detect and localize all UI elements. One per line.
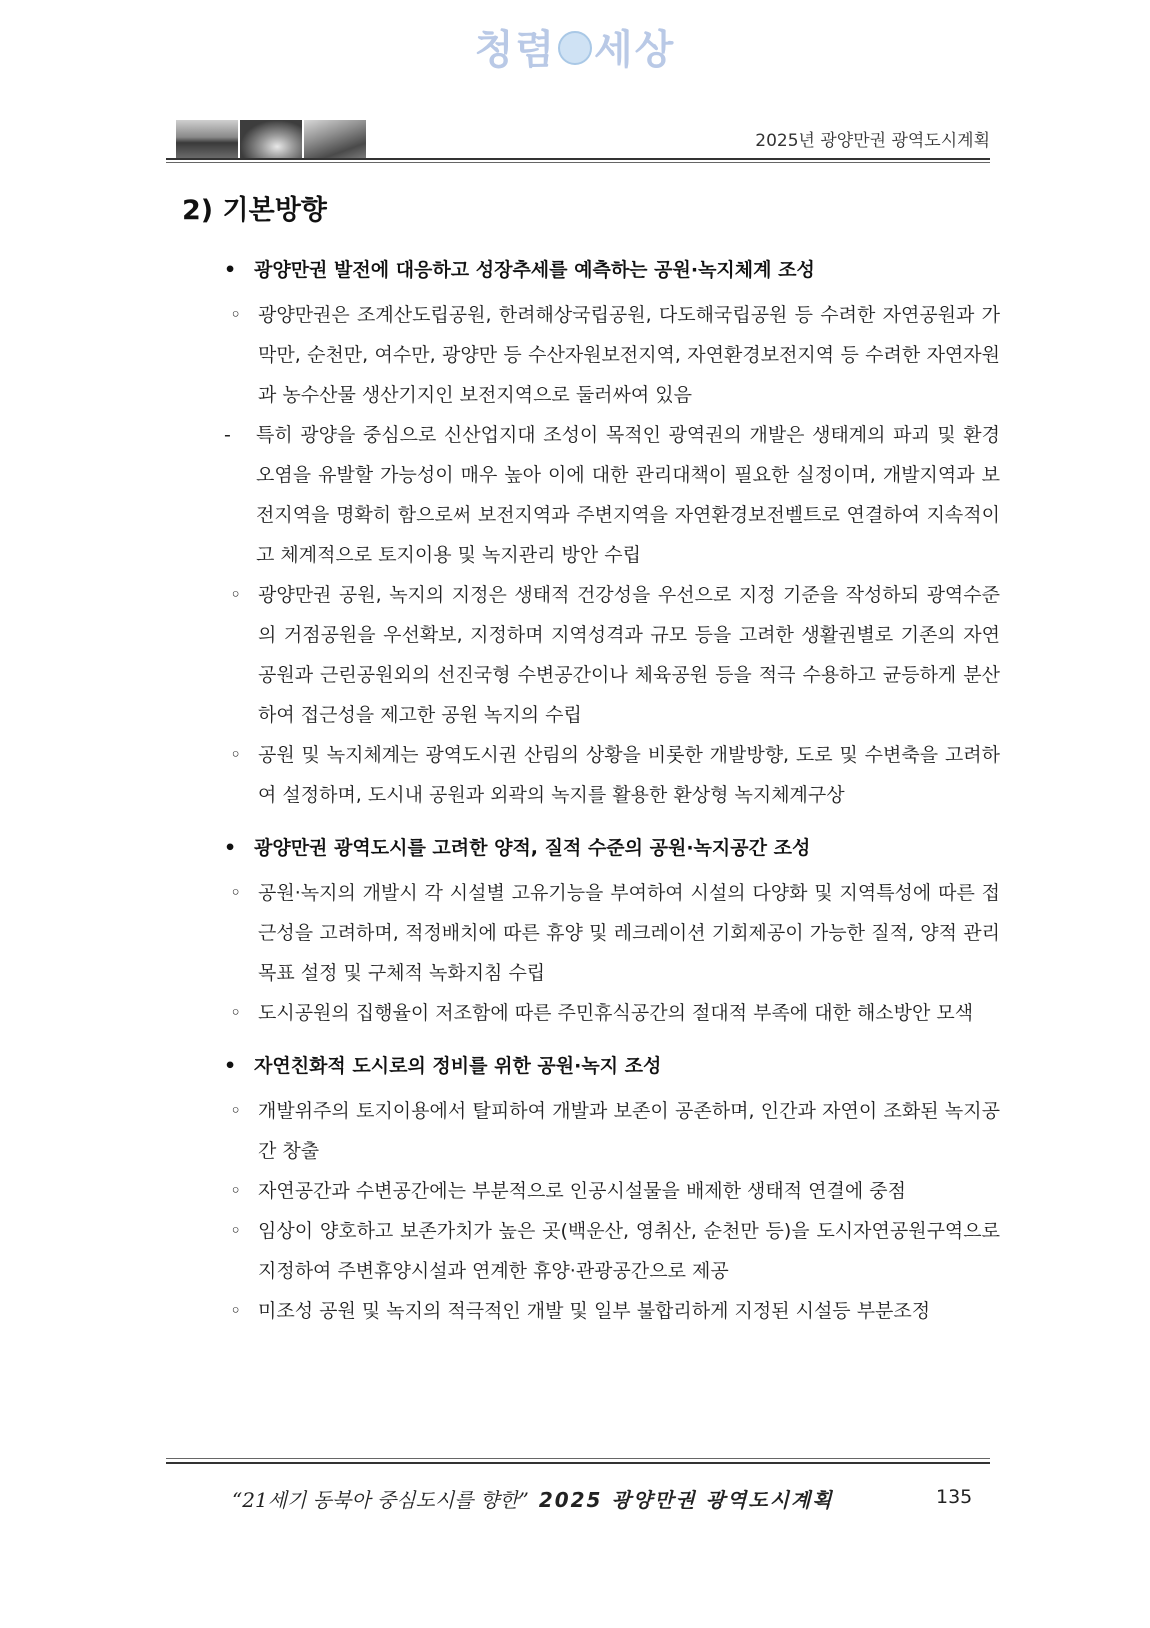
circle-mark: ◦ [230,1002,242,1024]
list-item-text: 임상이 양호하고 보존가치가 높은 곳(백운산, 영취산, 순천만 등)을 도시자연공원구역으로 지정하여 주변휴양시설과 연계한 휴양·관광공간으로 제공 [258,1220,1000,1282]
sub-item-text: 특히 광양을 중심으로 신산업지대 조성이 목적인 광역권의 개발은 생태계의 파괴 및 환경오염을 유발할 가능성이 매우 높아 이에 대한 관리대책이 필요한 실정이며, 개발지역과 보전지역을 명확히 함으로써 보전지역과 주변지역을 자연환경보전벨트로 연결하여 지속적이고 체계적으로 토지이용 및 녹지관리 방안 수립 [256,424,1000,566]
footer-title: 2025 광양만권 광역도시계획 [538,1488,834,1512]
section-title: 2) 기본방향 [182,195,327,226]
group-heading-text: 자연친화적 도시로의 정비를 위한 공원·녹지 조성 [254,1055,662,1077]
list-item [220,735,1000,815]
list-item-text: 공원·녹지의 개발시 각 시설별 고유기능을 부여하여 시설의 다양화 및 지역특성에 따른 접근성을 고려하며, 적정배치에 따른 휴양 및 레크레이션 기회제공이 가능한 질적, 양적 관리목표 설정 및 구체적 녹화지침 수립 [258,882,1000,984]
group-heading [220,1051,1000,1081]
footer-rule [166,1462,990,1464]
footer-rule-thin [166,1458,990,1459]
circle-mark: ◦ [230,1220,242,1242]
circle-mark: ◦ [230,1300,242,1322]
list-item [220,993,1000,1033]
list-item [220,873,1000,993]
list-item-text: 공원 및 녹지체계는 광역도시권 산림의 상황을 비롯한 개발방향, 도로 및 수변축을 고려하여 설정하며, 도시내 공원과 외곽의 녹지를 활용한 환상형 녹지체계구상 [258,744,1000,806]
header-photo-3 [304,120,366,158]
list-item-text: 개발위주의 토지이용에서 탈피하여 개발과 보존이 공존하며, 인간과 자연이 조화된 녹지공간 창출 [258,1100,1000,1162]
circle-mark: ◦ [230,744,242,766]
list-item [220,1291,1000,1331]
list-item [220,1171,1000,1211]
list-item-text: 자연공간과 수변공간에는 부분적으로 인공시설물을 배제한 생태적 연결에 중점 [258,1180,906,1202]
group-heading-text: 광양만권 광역도시를 고려한 양적, 질적 수준의 공원·녹지공간 조성 [254,837,811,859]
group-heading [220,255,1000,285]
header-photo-strip [176,120,366,158]
list-item [220,1091,1000,1171]
dash-mark: - [224,424,231,446]
bullet-mark: • [224,259,237,281]
bullet-mark: • [224,837,237,859]
circle-mark: ◦ [230,882,242,904]
circle-mark: ◦ [230,1180,242,1202]
logo-text-right: 세상 [594,27,676,73]
circle-mark: ◦ [230,584,242,606]
header-rule-thin [166,162,990,163]
list-item-text: 미조성 공원 및 녹지의 적극적인 개발 및 일부 불합리하게 지정된 시설등 부분조정 [258,1300,931,1322]
list-item-text: 광양만권 공원, 녹지의 지정은 생태적 건강성을 우선으로 지정 기준을 작성하되 광역수준의 거점공원을 우선확보, 지정하며 지역성격과 규모 등을 고려한 생활권별로 기존의 자연공원과 근린공원외의 선진국형 수변공간이나 체육공원 등을 적극 수용하고 균등하게 분산하여 접근성을 제고한 공원 녹지의 수립 [258,584,1000,726]
body-content [220,255,1000,1331]
list-item-text: 광양만권은 조계산도립공원, 한려해상국립공원, 다도해국립공원 등 수려한 자연공원과 가막만, 순천만, 여수만, 광양만 등 수산자원보전지역, 자연환경보전지역 등 수려한 자연자원과 농수산물 생산기지인 보전지역으로 둘러싸여 있음 [258,304,1000,406]
page-number: 135 [936,1486,973,1508]
running-header-title: 2025년 광양만권 광역도시계획 [755,131,990,151]
group-heading [220,833,1000,863]
list-item-text: 도시공원의 집행율이 저조함에 따른 주민휴식공간의 절대적 부족에 대한 해소방안 모색 [258,1002,974,1024]
header-rule [166,158,990,160]
list-item [220,295,1000,415]
bullet-mark: • [224,1055,237,1077]
logo [0,18,1150,75]
logo-emblem-icon [558,31,592,65]
circle-mark: ◦ [230,304,242,326]
sub-item [214,415,1000,575]
header-photo-2 [240,120,302,158]
logo-text-left: 청렴 [474,27,556,73]
header-photo-1 [176,120,238,158]
list-item [220,575,1000,735]
circle-mark: ◦ [230,1100,242,1122]
group-heading-text: 광양만권 발전에 대응하고 성장추세를 예측하는 공원·녹지체계 조성 [254,259,815,281]
footer-quote: “21세기 동북아 중심도시를 향한” [232,1488,529,1512]
list-item [220,1211,1000,1291]
footer [232,1484,834,1513]
